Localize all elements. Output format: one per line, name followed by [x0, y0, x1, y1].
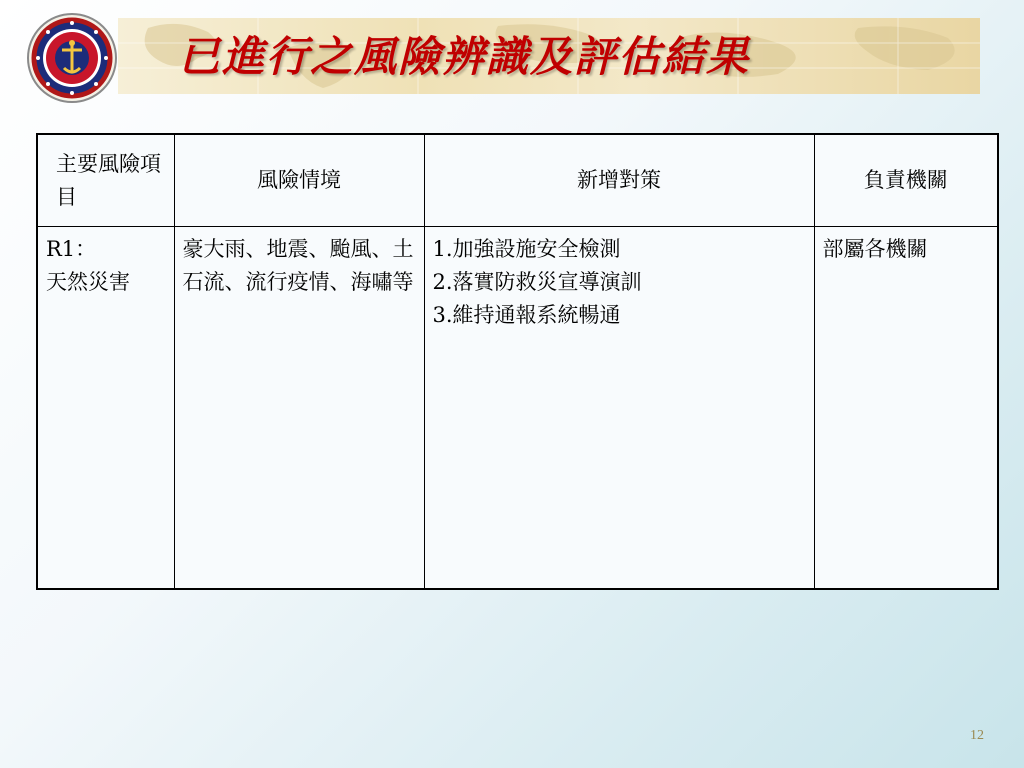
measure-item: 2.落實防救災宣導演訓 — [432, 270, 642, 294]
header-risk-item: 主要風險項目 — [37, 134, 174, 227]
table-row — [37, 227, 998, 590]
measure-item: 3.維持通報系統暢通 — [432, 303, 621, 327]
risk-item-code: R1： — [46, 237, 97, 261]
risk-item-name: 天然災害 — [46, 270, 130, 294]
cell-scenario: 豪大雨、地震、颱風、土石流、流行疫情、海嘯等 — [174, 227, 424, 590]
risk-table — [36, 133, 999, 590]
header-agency: 負責機關 — [814, 134, 998, 227]
page-number: 12 — [970, 728, 984, 743]
measure-item: 1.加強設施安全檢測 — [432, 237, 621, 261]
header-scenario: 風險情境 — [174, 134, 424, 227]
title-bar — [118, 18, 980, 94]
cell-agency: 部屬各機關 — [814, 227, 998, 590]
emblem-logo — [22, 12, 122, 104]
slide-title: 已進行之風險辨識及評估結果 — [178, 32, 751, 81]
table-header-row — [37, 134, 998, 227]
cell-risk-item — [37, 227, 174, 590]
header-measures: 新增對策 — [424, 134, 814, 227]
cell-measures — [424, 227, 814, 590]
